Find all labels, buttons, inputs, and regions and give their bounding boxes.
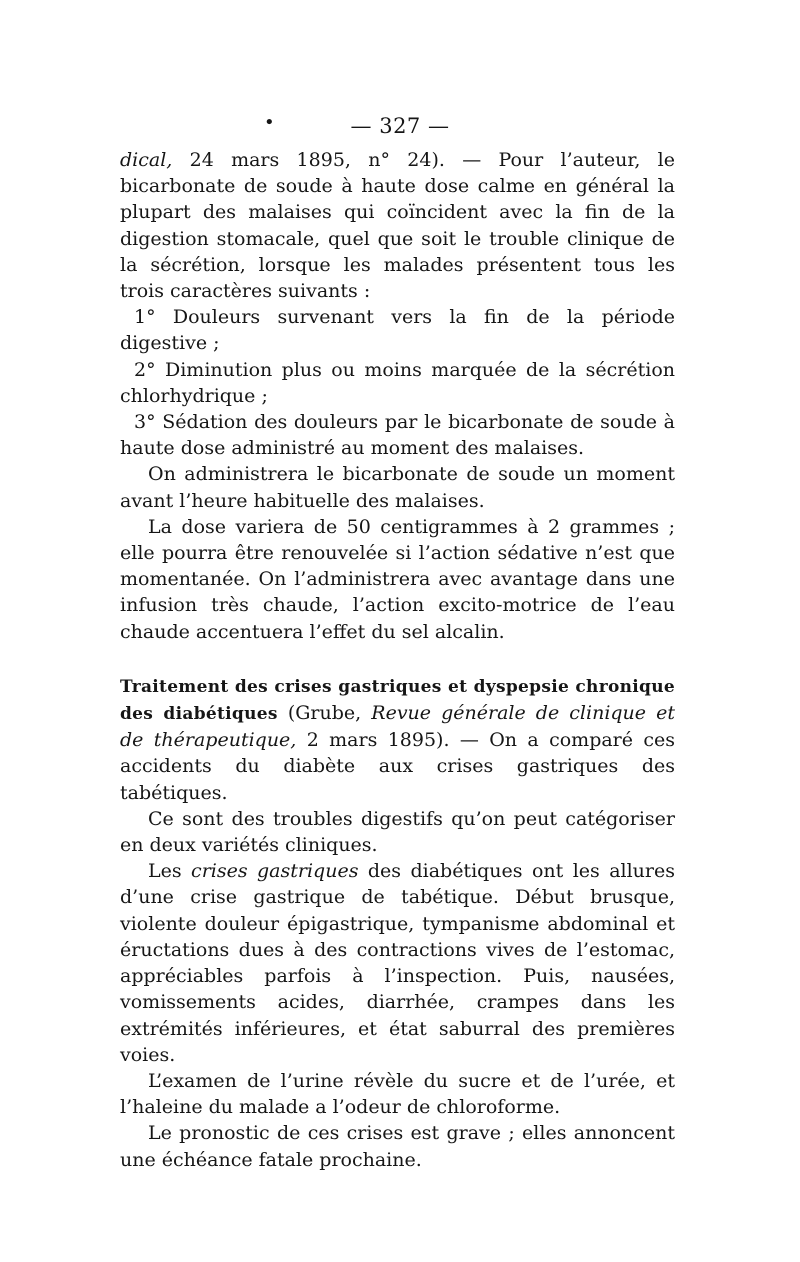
ink-dot: • [264,112,276,133]
citation-open: (Grube, [277,702,372,725]
paragraph-text: Les [148,860,192,883]
paragraph-intro [120,147,675,304]
italic-fragment: dical, [120,149,173,171]
paragraph-administration: On administrera le bicarbonate de soude un moment avant l’heure habituelle des malaises. [120,463,675,512]
page-number: — 327 — [350,114,450,138]
paragraph-prognosis: Le pronostic de ces crises est grave ; elles annoncent une échéance fatale prochaine. [120,1122,675,1171]
list-item-3: 3° Sédation des douleurs par le bicarbonate de soude à haute dose administré au moment des malaises. [120,411,675,460]
paragraph-varieties: Ce sont des troubles digestifs qu’on peut catégoriser en deux variétés cliniques. [120,807,675,857]
page-header [0,114,800,138]
body-text [120,147,675,1173]
paragraph-text: 2 mars 1895). — On a comparé ces accidents du diabète aux crises gastriques des tabétiques. [120,729,676,804]
paragraph-crises [120,858,675,1068]
paragraph-urine: L’examen de l’urine révèle du sucre et de l’urée, et l’haleine du malade a l’odeur de chloroforme. [120,1069,675,1119]
paragraph-text: 24 mars 1895, n° 24). — Pour l’auteur, le bicarbonate de soude à haute dose calme en général la plupart des malaises qui coïncident avec la fin de la digestion stomacale, quel que soit le trouble clinique de la sécrétion, lorsque les malades présentent tous les trois caractères suivants : [120,149,675,303]
italic-term: crises gastriques [191,860,359,883]
paragraph-dose: La dose variera de 50 centigrammes à 2 grammes ; elle pourra être renouvelée si l’action sédative n’est que momentanée. On l’administrera avec avantage dans une infusion très chaude, l’action excito-motrice de l’eau chaude accentuera l’effet du sel alcalin. [120,515,675,643]
list-item-2: 2° Diminution plus ou moins marquée de la sécrétion chlorhydrique ; [120,358,675,407]
section-title: Traitement des crises gastriques et dyspepsie chronique des diabétiques [120,676,675,725]
list-item-1: 1° Douleurs survenant vers la fin de la période digestive ; [120,306,675,355]
paragraph-text: des diabétiques ont les allures d’une crise gastrique de tabétique. Début brusque, violente douleur épigastrique, tympanisme abdominal et éructations dues à des contractions vives de l’estomac, appréciables parfois à l’inspection. Puis, nausées, vomissements acides, diarrhée, crampes dans les extrémités inférieures, et état saburral des premières voies. [120,860,675,1066]
journal-title: Revue générale de clinique et de thérapeutique, [120,702,675,752]
section-heading-paragraph [120,673,675,806]
